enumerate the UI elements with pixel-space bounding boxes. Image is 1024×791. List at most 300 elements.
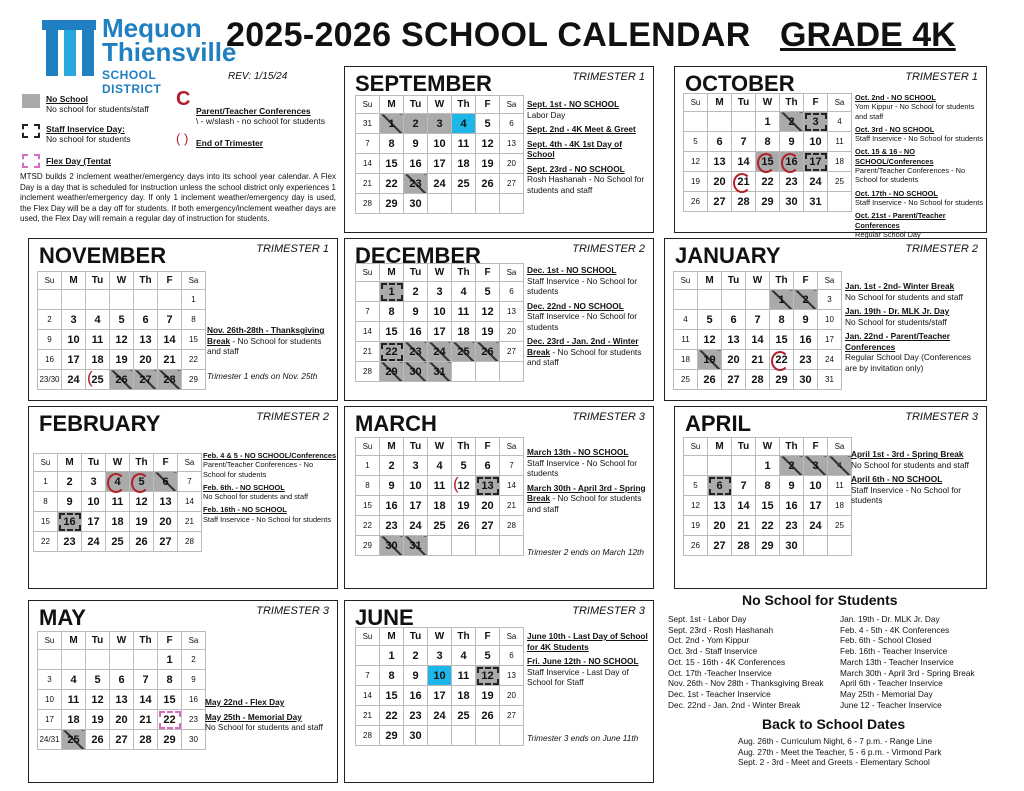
day-cell: 13 — [500, 134, 524, 154]
day-cell — [452, 194, 476, 214]
day-cell: 16 — [58, 512, 82, 532]
week-row — [684, 172, 852, 192]
day-cell: 21 — [500, 496, 524, 516]
week-row — [38, 730, 206, 750]
day-cell: 11 — [828, 476, 852, 496]
trimester-label: TRIMESTER 1 — [256, 243, 329, 255]
day-cell: 27 — [134, 370, 158, 390]
weekday-label: Th — [452, 264, 476, 282]
day-cell — [500, 194, 524, 214]
day-cell: 28 — [356, 726, 380, 746]
weekday-label: Su — [34, 454, 58, 472]
day-cell: 2 — [794, 290, 818, 310]
weekday-label: Sa — [828, 94, 852, 112]
day-cell: 16 — [380, 496, 404, 516]
weekday-label: Su — [356, 264, 380, 282]
day-cell: 22 — [756, 516, 780, 536]
weekday-header — [356, 438, 524, 456]
day-cell — [674, 290, 698, 310]
weekday-label: Su — [356, 628, 380, 646]
day-cell: 10 — [428, 134, 452, 154]
day-cell: 17 — [804, 496, 828, 516]
day-cell: 5 — [476, 282, 500, 302]
note-item: April 6th - NO SCHOOL Staff Inservice - No School for students — [851, 474, 962, 505]
month-november — [28, 238, 338, 401]
day-cell: 6 — [500, 114, 524, 134]
weekday-header — [356, 96, 524, 114]
day-cell: 18 — [452, 154, 476, 174]
day-cell: 7 — [356, 302, 380, 322]
day-cell: 10 — [428, 302, 452, 322]
weekday-header — [38, 632, 206, 650]
day-cell: 27 — [500, 706, 524, 726]
day-cell: 4 — [86, 310, 110, 330]
day-cell: 15 — [756, 152, 780, 172]
day-cell: 20 — [500, 154, 524, 174]
summary-item: Sept. 2 - 3rd - Meet and Greets - Elementary School — [738, 757, 930, 768]
note-item: May 22nd - Flex Day — [205, 697, 285, 707]
trimester-label: TRIMESTER 1 — [905, 71, 978, 83]
day-cell: 29 — [158, 730, 182, 750]
day-cell: ( 12 — [452, 476, 476, 496]
weekday-label: Tu — [732, 94, 756, 112]
week-row — [356, 456, 524, 476]
week-row — [356, 342, 524, 362]
month-december — [344, 238, 654, 401]
logo-line1: Mequon — [102, 13, 202, 43]
day-cell: 14 — [134, 690, 158, 710]
day-cell: 28 — [732, 192, 756, 212]
week-row — [356, 322, 524, 342]
day-cell — [828, 536, 852, 556]
day-cell: 20 — [134, 350, 158, 370]
month-june — [344, 600, 654, 783]
day-cell — [500, 726, 524, 746]
day-cell: 21 — [732, 516, 756, 536]
day-cell: 4 — [428, 456, 452, 476]
day-cell: 9 — [794, 310, 818, 330]
calendar-grid — [683, 437, 852, 556]
day-cell: 9 — [780, 476, 804, 496]
day-cell — [452, 362, 476, 382]
day-cell: 27 — [110, 730, 134, 750]
day-cell: 24 — [428, 174, 452, 194]
day-cell: 8 — [158, 670, 182, 690]
day-cell: 14 — [500, 476, 524, 496]
day-cell: 17 — [804, 152, 828, 172]
day-cell: 1 — [182, 290, 206, 310]
calendar-grid — [37, 631, 206, 750]
day-cell: 19 — [684, 516, 708, 536]
note-item: Oct. 17th - NO SCHOOL Staff Inservice - No School for students — [855, 188, 984, 207]
day-cell: 20 — [110, 710, 134, 730]
week-row — [356, 282, 524, 302]
trimester-end-note: Trimester 1 ends on Nov. 25th — [207, 371, 318, 381]
note-item: Jan. 19th - Dr. MLK Jr. Day No School for students/staff — [845, 306, 950, 327]
day-cell: 24 — [804, 516, 828, 536]
week-row — [34, 532, 202, 552]
district-logo-icon — [40, 16, 98, 78]
day-cell: 7 — [356, 666, 380, 686]
day-cell: 1 — [756, 112, 780, 132]
back-to-school-title: Back to School Dates — [762, 716, 906, 732]
week-row — [684, 192, 852, 212]
day-cell: 8 — [182, 310, 206, 330]
trimester-label: TRIMESTER 2 — [905, 243, 978, 255]
weekday-label: Sa — [828, 438, 852, 456]
day-cell: 6 — [708, 476, 732, 496]
summary-item: Oct. 17th -Teacher Inservice — [668, 667, 772, 678]
day-cell: 27 — [500, 174, 524, 194]
day-cell: 18 — [828, 152, 852, 172]
day-cell: 16 — [404, 154, 428, 174]
day-cell: 8 — [756, 476, 780, 496]
weekday-label: Tu — [404, 438, 428, 456]
day-cell: 31 — [404, 536, 428, 556]
calendar-grid — [37, 271, 206, 390]
day-cell: 20 — [500, 686, 524, 706]
day-cell: 2 — [404, 646, 428, 666]
weekday-label: Sa — [178, 454, 202, 472]
note-item: April 1st - 3rd - Spring Break No School for students and staff — [851, 449, 969, 470]
day-cell: 19 — [130, 512, 154, 532]
day-cell: 2 — [380, 456, 404, 476]
day-cell — [476, 194, 500, 214]
day-cell: 30 — [404, 194, 428, 214]
month-notes — [527, 99, 651, 199]
week-row — [34, 492, 202, 512]
day-cell: 8 — [356, 476, 380, 496]
week-row — [356, 706, 524, 726]
day-cell: 14 — [356, 154, 380, 174]
day-cell: 31 — [356, 114, 380, 134]
weekday-label: Sa — [182, 272, 206, 290]
week-row — [38, 330, 206, 350]
weekday-label: W — [428, 96, 452, 114]
day-cell: 6 — [708, 132, 732, 152]
day-cell: 14 — [746, 330, 770, 350]
day-cell: 3 — [82, 472, 106, 492]
week-row — [684, 152, 852, 172]
day-cell: 2 — [780, 456, 804, 476]
day-cell: 18 — [86, 350, 110, 370]
day-cell: 18 — [62, 710, 86, 730]
month-notes — [851, 449, 985, 510]
day-cell — [356, 646, 380, 666]
day-cell: 17 — [38, 710, 62, 730]
weekday-label: Sa — [500, 96, 524, 114]
day-cell — [428, 194, 452, 214]
calendar-title: 2025-2026 SCHOOL CALENDAR — [226, 16, 751, 54]
weekday-label: Sa — [818, 272, 842, 290]
day-cell: 29 — [356, 536, 380, 556]
day-cell: 18 — [674, 350, 698, 370]
month-notes — [527, 631, 651, 692]
day-cell: 21 — [356, 342, 380, 362]
trimester-label: TRIMESTER 2 — [256, 411, 329, 423]
day-cell: 26 — [86, 730, 110, 750]
weekday-label: W — [746, 272, 770, 290]
weekday-label: F — [476, 96, 500, 114]
day-cell — [828, 192, 852, 212]
day-cell: 11 — [86, 330, 110, 350]
day-cell: 30 — [182, 730, 206, 750]
legend-inservice: Staff Inservice Day: No school for students — [46, 124, 131, 144]
day-cell: 25 — [452, 342, 476, 362]
day-cell: 31 — [804, 192, 828, 212]
day-cell — [500, 362, 524, 382]
week-row — [356, 726, 524, 746]
day-cell: 22 — [756, 172, 780, 192]
day-cell: 14 — [158, 330, 182, 350]
day-cell: 2 — [404, 114, 428, 134]
weekday-header — [34, 454, 202, 472]
month-may — [28, 600, 338, 783]
no-school-summary — [662, 592, 1012, 782]
day-cell: 30 — [794, 370, 818, 390]
month-name: JUNE — [355, 605, 414, 630]
weekday-label: Th — [134, 272, 158, 290]
day-cell: 4 — [828, 456, 852, 476]
day-cell: 16 — [780, 152, 804, 172]
weekday-header — [38, 272, 206, 290]
note-item: Oct. 3rd - NO SCHOOL Staff Inservice - No School for students — [855, 124, 984, 144]
weekday-label: M — [380, 628, 404, 646]
day-cell — [86, 290, 110, 310]
note-item: Jan. 22nd - Parent/Teacher Conferences Regular School Day (Conferences are by invitation only) — [845, 331, 971, 373]
summary-item: Nov. 26th - Nov 28th - Thanksgiving Break — [668, 678, 824, 689]
day-cell: 17 — [82, 512, 106, 532]
day-cell: 27 — [500, 342, 524, 362]
month-name: DECEMBER — [355, 243, 481, 268]
day-cell — [732, 456, 756, 476]
day-cell: 13 — [154, 492, 178, 512]
day-cell: 12 — [476, 666, 500, 686]
week-row — [684, 516, 852, 536]
day-cell: 12 — [86, 690, 110, 710]
day-cell: 23 — [404, 342, 428, 362]
day-cell: 22 — [158, 710, 182, 730]
note-item: Feb. 4 & 5 - NO SCHOOL/Conferences Parent/Teacher Conferences - No School for students — [203, 451, 337, 479]
week-row — [674, 330, 842, 350]
day-cell: 12 — [698, 330, 722, 350]
day-cell: 4 — [828, 112, 852, 132]
day-cell: 13 — [134, 330, 158, 350]
weekday-label: M — [698, 272, 722, 290]
day-cell: 3 — [818, 290, 842, 310]
note-item: Oct. 2nd - NO SCHOOL Yom Kippur - No School for students and staff — [855, 93, 975, 121]
weekday-label: M — [380, 96, 404, 114]
week-row — [356, 302, 524, 322]
note-item: Sept. 4th - 4K 1st Day of School — [527, 138, 622, 159]
week-row — [684, 496, 852, 516]
month-april — [674, 406, 987, 589]
weekday-label: W — [106, 454, 130, 472]
day-cell: 19 — [110, 350, 134, 370]
month-march — [344, 406, 654, 589]
weekday-label: Th — [130, 454, 154, 472]
day-cell: 16 — [404, 686, 428, 706]
week-row — [684, 132, 852, 152]
day-cell: 4 — [452, 282, 476, 302]
day-cell: 21 — [158, 350, 182, 370]
day-cell: 7 — [178, 472, 202, 492]
day-cell: 9 — [404, 666, 428, 686]
weekday-label: Tu — [404, 628, 428, 646]
day-cell — [746, 290, 770, 310]
day-cell: 3 — [428, 114, 452, 134]
day-cell: 10 — [404, 476, 428, 496]
summary-item: Sept. 23rd - Rosh Hashanah — [668, 624, 774, 635]
note-item: Oct. 21st - Parent/Teacher Conferences Regular School Day — [855, 211, 946, 239]
day-cell — [804, 536, 828, 556]
no-school-list-right — [840, 614, 1012, 710]
day-cell: 23 — [404, 706, 428, 726]
day-cell — [62, 290, 86, 310]
weekday-label: F — [804, 438, 828, 456]
weekday-label: M — [380, 438, 404, 456]
month-name: APRIL — [685, 411, 751, 436]
day-cell: 7 — [356, 134, 380, 154]
weekday-label: W — [756, 94, 780, 112]
week-row — [356, 114, 524, 134]
note-item: June 10th - Last Day of School for 4K Students — [527, 631, 648, 652]
summary-item: Oct. 2nd - Yom Kippur — [668, 635, 750, 646]
day-cell: 25 — [452, 706, 476, 726]
day-cell — [356, 282, 380, 302]
month-notes — [845, 281, 985, 377]
day-cell: 8 — [380, 134, 404, 154]
calendar-grid — [355, 95, 524, 214]
day-cell: 11 — [62, 690, 86, 710]
day-cell: 23 — [182, 710, 206, 730]
day-cell — [500, 536, 524, 556]
no-school-swatch — [22, 94, 40, 108]
day-cell: 5 — [86, 670, 110, 690]
day-cell: 29 — [380, 194, 404, 214]
day-cell — [134, 650, 158, 670]
day-cell — [428, 726, 452, 746]
day-cell: 30 — [380, 536, 404, 556]
day-cell: 15 — [356, 496, 380, 516]
conference-icon: C — [176, 88, 191, 110]
day-cell — [428, 536, 452, 556]
day-cell: 26 — [684, 536, 708, 556]
day-cell: 20 — [154, 512, 178, 532]
day-cell: 20 — [476, 496, 500, 516]
trimester-label: TRIMESTER 3 — [572, 605, 645, 617]
month-notes — [205, 697, 335, 737]
day-cell: 14 — [732, 152, 756, 172]
day-cell — [722, 290, 746, 310]
day-cell: 19 — [476, 154, 500, 174]
trimester-label: TRIMESTER 3 — [256, 605, 329, 617]
day-cell: 12 — [110, 330, 134, 350]
day-cell: 11 — [828, 132, 852, 152]
note-item: Dec. 22nd - NO SCHOOL Staff Inservice - No School for students — [527, 300, 638, 332]
week-row — [38, 690, 206, 710]
weekday-label: W — [428, 438, 452, 456]
day-cell: 2 — [182, 650, 206, 670]
day-cell: 26 — [452, 516, 476, 536]
week-row — [356, 362, 524, 382]
month-september — [344, 66, 654, 233]
month-name: MARCH — [355, 411, 437, 436]
week-row — [356, 536, 524, 556]
day-cell: 28 — [356, 194, 380, 214]
note-item: Fri. June 12th - NO SCHOOL Staff Inservice - Last Day of School for Staff — [527, 656, 639, 687]
day-cell: 3 — [404, 456, 428, 476]
day-cell: 7 — [732, 476, 756, 496]
week-row — [684, 112, 852, 132]
month-january — [664, 238, 987, 401]
weekday-label: W — [428, 628, 452, 646]
day-cell: 24 — [62, 370, 86, 390]
weekday-label: Th — [134, 632, 158, 650]
weekday-label: Sa — [500, 438, 524, 456]
day-cell — [62, 650, 86, 670]
week-row — [34, 512, 202, 532]
day-cell: 26 — [130, 532, 154, 552]
month-name: NOVEMBER — [39, 243, 167, 268]
day-cell: 7 — [158, 310, 182, 330]
day-cell: 4 — [452, 114, 476, 134]
day-cell: 10 — [818, 310, 842, 330]
summary-item: March 30th - April 3rd - Spring Break — [840, 667, 975, 678]
day-cell — [452, 536, 476, 556]
day-cell: 29 — [770, 370, 794, 390]
weekday-label: Tu — [404, 264, 428, 282]
day-cell: 28 — [134, 730, 158, 750]
week-row — [356, 134, 524, 154]
day-cell: 11 — [452, 134, 476, 154]
note-item: May 25th - Memorial Day No School for students and staff — [205, 711, 323, 732]
day-cell — [86, 650, 110, 670]
no-school-list-left — [668, 614, 838, 710]
day-cell: 25 — [828, 516, 852, 536]
weekday-label: F — [794, 272, 818, 290]
summary-item: Feb. 4 - 5th - 4K Conferences — [840, 624, 950, 635]
day-cell: 24 — [82, 532, 106, 552]
month-name: JANUARY — [675, 243, 781, 268]
weekday-label: M — [62, 272, 86, 290]
month-notes — [207, 325, 335, 361]
week-row — [674, 370, 842, 390]
note-item: March 13th - NO SCHOOL Staff Inservice - No School for students — [527, 447, 638, 478]
trimester-end-icon: ( ) — [176, 131, 189, 146]
day-cell: 30 — [404, 362, 428, 382]
day-cell: 22 — [380, 174, 404, 194]
logo-line3: SCHOOL DISTRICT — [102, 68, 162, 96]
day-cell: 21 — [178, 512, 202, 532]
calendar-grid — [355, 263, 524, 382]
day-cell: 24/31 — [38, 730, 62, 750]
flex-day-paragraph: MTSD builds 2 inclement weather/emergency days into its school year calendar. A Flex Day is a day that is scheduled for instruction unless the school district only experiences 1 inclement weather/emergency day. If only 1 inclement weather/emergency day is used, the Flex Day will be a day off for students. If both emergency/inclement weather days are used, the Flex Day will remain a regular day of instruction for students. — [20, 172, 336, 223]
week-row — [674, 350, 842, 370]
week-row — [356, 686, 524, 706]
week-row — [356, 516, 524, 536]
day-cell: 15 — [380, 154, 404, 174]
day-cell: 5 — [476, 114, 500, 134]
month-october — [674, 66, 987, 239]
month-name: MAY — [39, 605, 86, 630]
trimester-label: TRIMESTER 3 — [572, 411, 645, 423]
day-cell: 31 — [428, 362, 452, 382]
day-cell: 9 — [182, 670, 206, 690]
weekday-header — [674, 272, 842, 290]
note-item: Sept. 23rd - NO SCHOOL Rosh Hashanah - No School for students and staff — [527, 163, 645, 195]
day-cell: 3 — [428, 646, 452, 666]
